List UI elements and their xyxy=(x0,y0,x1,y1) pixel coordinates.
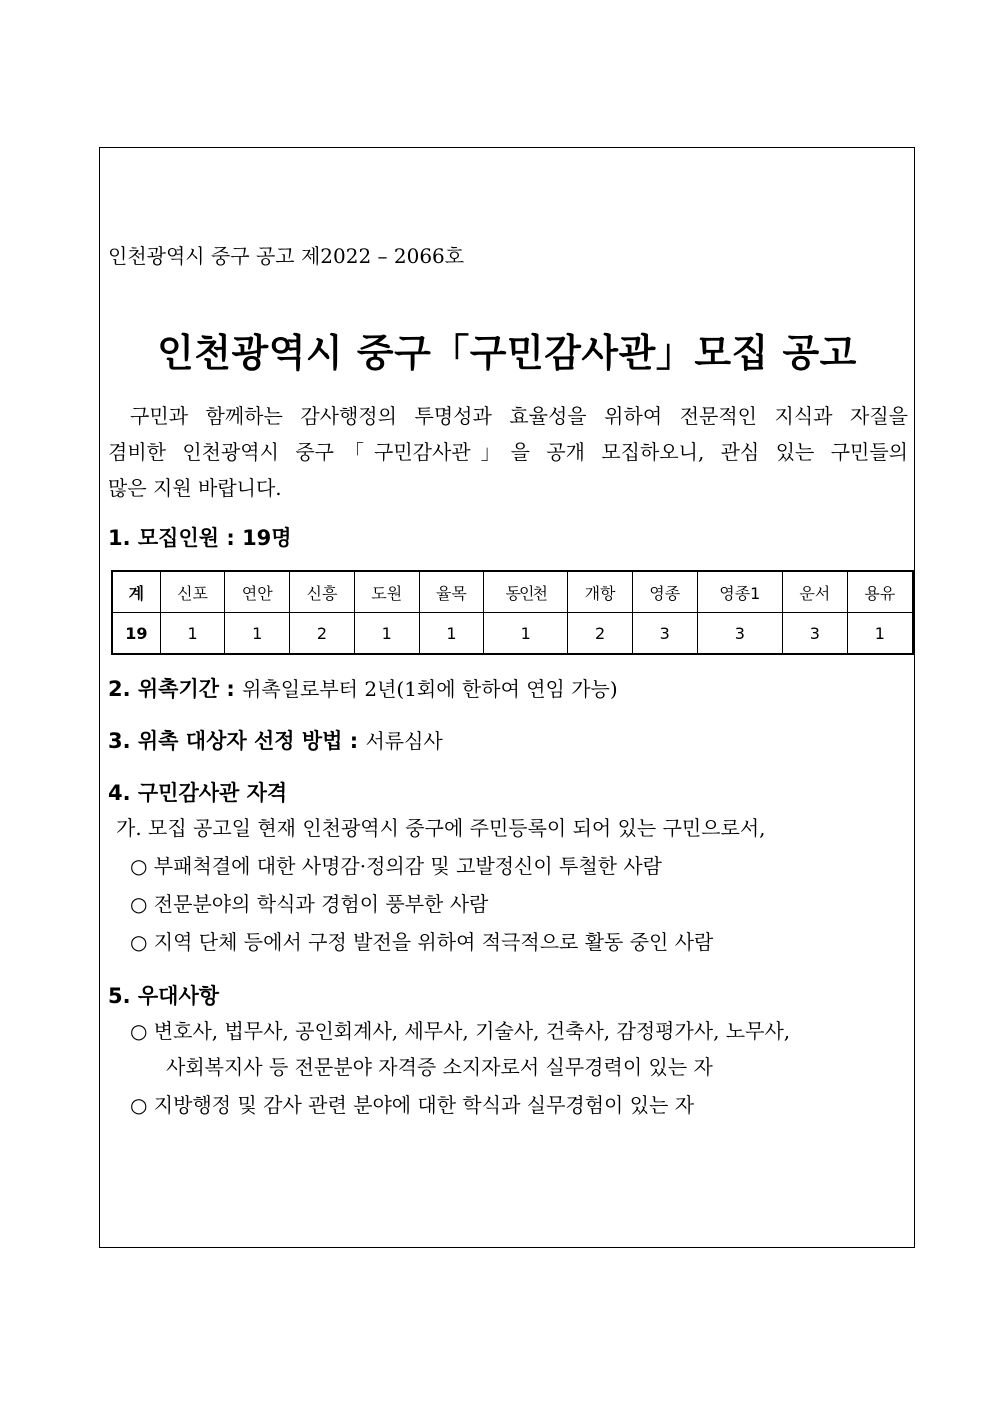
quota-value-cell: 2 xyxy=(568,613,633,655)
intro-line-2: 겸비한 인천광역시 중구「구민감사관」을 공개 모집하오니, 관심 있는 구민들의 xyxy=(108,440,908,464)
quota-header-cell: 영종1 xyxy=(697,571,782,613)
intro-line-1: 구민과 함께하는 감사행정의 투명성과 효율성을 위하여 전문적인 지식과 자질을 xyxy=(130,404,908,428)
section-4-heading xyxy=(108,777,287,807)
quota-header-cell: 영종 xyxy=(632,571,697,613)
intro-paragraph xyxy=(108,398,908,506)
section-3-heading xyxy=(108,725,443,755)
quota-header-cell: 계 xyxy=(112,571,160,613)
section-4-label: 4. 구민감사관 자격 xyxy=(108,781,288,805)
quota-header-cell: 신포 xyxy=(160,571,225,613)
quota-header-cell: 신흥 xyxy=(290,571,355,613)
section-5-heading xyxy=(108,980,219,1010)
quota-header-cell: 연안 xyxy=(225,571,290,613)
quota-header-cell: 도원 xyxy=(354,571,419,613)
notice-number: 인천광역시 중구 공고 제2022 – 2066호 xyxy=(108,244,465,268)
quota-header-cell: 동인천 xyxy=(484,571,568,613)
section-2-heading xyxy=(108,673,618,703)
section-2-value: 위촉일로부터 2년(1회에 한하여 연임 가능) xyxy=(242,677,618,701)
quota-header-cell: 용유 xyxy=(847,571,913,613)
quota-value-cell: 19 xyxy=(112,613,160,655)
quota-header-cell: 개항 xyxy=(568,571,633,613)
quota-header-cell: 운서 xyxy=(782,571,847,613)
section-4-lead: 가. 모집 공고일 현재 인천광역시 중구에 주민등록이 되어 있는 구민으로서, xyxy=(116,816,766,840)
section-4-item: ○ 전문분야의 학식과 경험이 풍부한 사람 xyxy=(130,892,489,916)
intro-line-3: 많은 지원 바랍니다. xyxy=(108,476,282,500)
section-3-label: 3. 위촉 대상자 선정 방법 : xyxy=(108,729,366,753)
quota-value-cell: 1 xyxy=(354,613,419,655)
page-title: 인천광역시 중구「구민감사관」모집 공고 xyxy=(157,331,857,375)
quota-value-cell: 1 xyxy=(225,613,290,655)
section-4-item: ○ 부패척결에 대한 사명감·정의감 및 고발정신이 투철한 사람 xyxy=(130,854,662,878)
quota-value-cell: 1 xyxy=(160,613,225,655)
quota-value-cell: 1 xyxy=(484,613,568,655)
quota-value-cell: 2 xyxy=(290,613,355,655)
section-1-heading xyxy=(108,522,292,552)
section-5-label: 5. 우대사항 xyxy=(108,984,220,1008)
quota-value-cell: 3 xyxy=(632,613,697,655)
quota-header-cell: 율목 xyxy=(419,571,484,613)
section-4-item: ○ 지역 단체 등에서 구정 발전을 위하여 적극적으로 활동 중인 사람 xyxy=(130,930,714,954)
quota-value-cell: 1 xyxy=(419,613,484,655)
section-5-item: ○ 지방행정 및 감사 관련 분야에 대한 학식과 실무경험이 있는 자 xyxy=(130,1093,695,1117)
section-5-item-continued: 사회복지사 등 전문분야 자격증 소지자로서 실무경력이 있는 자 xyxy=(166,1055,713,1079)
quota-value-cell: 3 xyxy=(697,613,782,655)
section-1-label: 1. 모집인원 : 19명 xyxy=(108,526,292,550)
quota-value-cell: 3 xyxy=(782,613,847,655)
quota-header-row xyxy=(112,571,913,613)
quota-table xyxy=(111,570,914,655)
section-3-value: 서류심사 xyxy=(365,729,443,753)
quota-value-row xyxy=(112,613,913,655)
section-2-label: 2. 위촉기간 : xyxy=(108,677,243,701)
section-5-item: ○ 변호사, 법무사, 공인회계사, 세무사, 기술사, 건축사, 감정평가사, 노무사, xyxy=(130,1019,791,1043)
quota-value-cell: 1 xyxy=(847,613,913,655)
